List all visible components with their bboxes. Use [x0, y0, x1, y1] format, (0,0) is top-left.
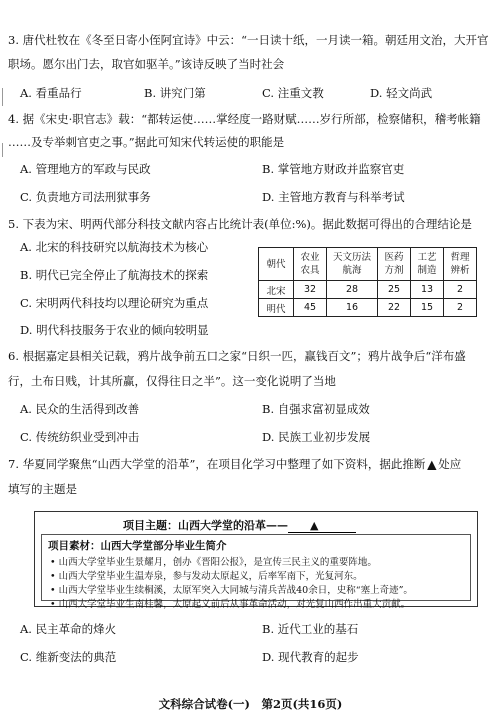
table-cell: 2	[444, 299, 477, 317]
table-cell: 13	[411, 281, 444, 299]
q3-stem-line1: 3. 唐代杜牧在《冬至日寄小侄阿宜诗》中云：“一日读十纸，一月读一箱。朝廷用文治，大开官	[8, 33, 489, 47]
table-cell: 28	[327, 281, 378, 299]
q6-stem-line2: 行，土布日贱，计其所赢，仅得往日之半”。这一变化说明了当地	[8, 374, 336, 388]
table-cell: 16	[327, 299, 378, 317]
binding-edge-mark	[2, 143, 3, 157]
table-row	[259, 281, 477, 299]
binding-edge-mark	[2, 88, 3, 106]
q7-stem-line2: 填写的主题是	[8, 482, 77, 496]
q4-option-d[interactable]: D. 主管地方教育与科举考试	[262, 190, 405, 204]
table-cell: 45	[294, 299, 327, 317]
table-cell: 32	[294, 281, 327, 299]
material-item: • 山西大学堂毕业生温寿泉，参与发动太原起义，后率军南下，光复河东。	[50, 571, 363, 582]
table-cell: 明代	[259, 299, 294, 317]
material-item: • 山西大学堂毕业生续桐溪，太原军突入大同城与清兵苦战40余日，史称“塞上奇迹”。	[50, 585, 413, 596]
table-cell: 22	[378, 299, 411, 317]
q7-material-box	[34, 511, 478, 610]
q5-stem-line1: 5. 下表为宋、明两代部分科技文献内容占比统计表(单位:%)。据此数据可得出的合理结论是	[8, 217, 472, 231]
table-header-cell: 天文历法航海	[327, 248, 378, 281]
q4-stem-line1: 4. 据《宋史·职官志》载：“都转运使……掌经度一路财赋……岁行所部，检察储积，稽考帐籍	[8, 112, 481, 126]
table-header-cell: 工艺制造	[411, 248, 444, 281]
q6-option-c[interactable]: C. 传统纺织业受到冲击	[20, 430, 140, 444]
q5-option-d[interactable]: D. 明代科技服务于农业的倾向较明显	[20, 323, 209, 337]
blank-marker-triangle: ▲	[427, 457, 437, 471]
blank-marker-triangle: ▲	[310, 519, 319, 532]
material-item: • 山西大学堂毕业生南桂馨，太原起义前后从事革命活动，对光复山西作出重大贡献。	[50, 599, 411, 610]
table-header-cell: 农业农具	[294, 248, 327, 281]
q7-stem-line1	[8, 457, 493, 472]
material-item: • 山西大学堂毕业生景耀月，创办《晋阳公报》，是宣传三民主义的重要阵地。	[50, 557, 377, 568]
project-theme-text: 项目主题：山西大学堂的沿革——	[123, 519, 288, 532]
q4-option-b[interactable]: B. 掌管地方财政并监察官吏	[262, 162, 405, 176]
project-theme	[123, 517, 356, 533]
table-cell: 北宋	[259, 281, 294, 299]
q6-option-d[interactable]: D. 民族工业初步发展	[262, 430, 371, 444]
q7-option-a[interactable]: A. 民主革命的烽火	[20, 622, 117, 636]
q3-stem-line2: 职场。愿尔出门去，取官如驱羊。”该诗反映了当时社会	[8, 57, 285, 71]
table-header-row	[259, 248, 477, 281]
table-header-cell: 哲理辨析	[444, 248, 477, 281]
q7-option-d[interactable]: D. 现代教育的起步	[262, 650, 359, 664]
q3-option-b[interactable]: B. 讲究门第	[144, 86, 206, 100]
table-cell: 15	[411, 299, 444, 317]
table-header-cell: 医药方剂	[378, 248, 411, 281]
page-footer: 文科综合试卷(一) 第2页(共16页)	[158, 697, 343, 711]
table-cell: 25	[378, 281, 411, 299]
q6-stem-line1: 6. 根据嘉定县相关记载，鸦片战争前五口之家“日织一匹，赢钱百文”；鸦片战争后“洋布盛	[8, 349, 466, 363]
q7-option-c[interactable]: C. 维新变法的典范	[20, 650, 117, 664]
q6-option-a[interactable]: A. 民众的生活得到改善	[20, 402, 140, 416]
q7-stem-text-end: 处应	[438, 457, 462, 471]
q3-option-d[interactable]: D. 轻文尚武	[370, 86, 433, 100]
q5-statistics-table	[258, 247, 477, 317]
q5-option-b[interactable]: B. 明代已完全停止了航海技术的探索	[20, 268, 209, 282]
answer-blank	[334, 521, 356, 533]
table-cell: 2	[444, 281, 477, 299]
q3-option-c[interactable]: C. 注重文教	[262, 86, 324, 100]
q4-option-a[interactable]: A. 管理地方的军政与民政	[20, 162, 151, 176]
q7-option-b[interactable]: B. 近代工业的基石	[262, 622, 359, 636]
q4-stem-line2: ……及专举刺官吏之事。”据此可知宋代转运使的职能是	[8, 135, 285, 149]
table-row	[259, 299, 477, 317]
q4-option-c[interactable]: C. 负责地方司法刑狱事务	[20, 190, 151, 204]
material-inner-box	[41, 534, 471, 610]
q5-option-a[interactable]: A. 北宋的科技研究以航海技术为核心	[20, 240, 209, 254]
table-header-cell: 朝代	[259, 248, 294, 281]
q7-stem-text: 7. 华夏同学聚焦“山西大学堂的沿革”，在项目化学习中整理了如下资料，据此推断	[8, 457, 426, 471]
material-subtitle: 项目素材：山西大学堂部分毕业生简介	[48, 540, 227, 552]
q3-option-a[interactable]: A. 看重品行	[20, 86, 82, 100]
q6-option-b[interactable]: B. 自强求富初显成效	[262, 402, 370, 416]
q5-option-c[interactable]: C. 宋明两代科技均以理论研究为重点	[20, 296, 209, 310]
